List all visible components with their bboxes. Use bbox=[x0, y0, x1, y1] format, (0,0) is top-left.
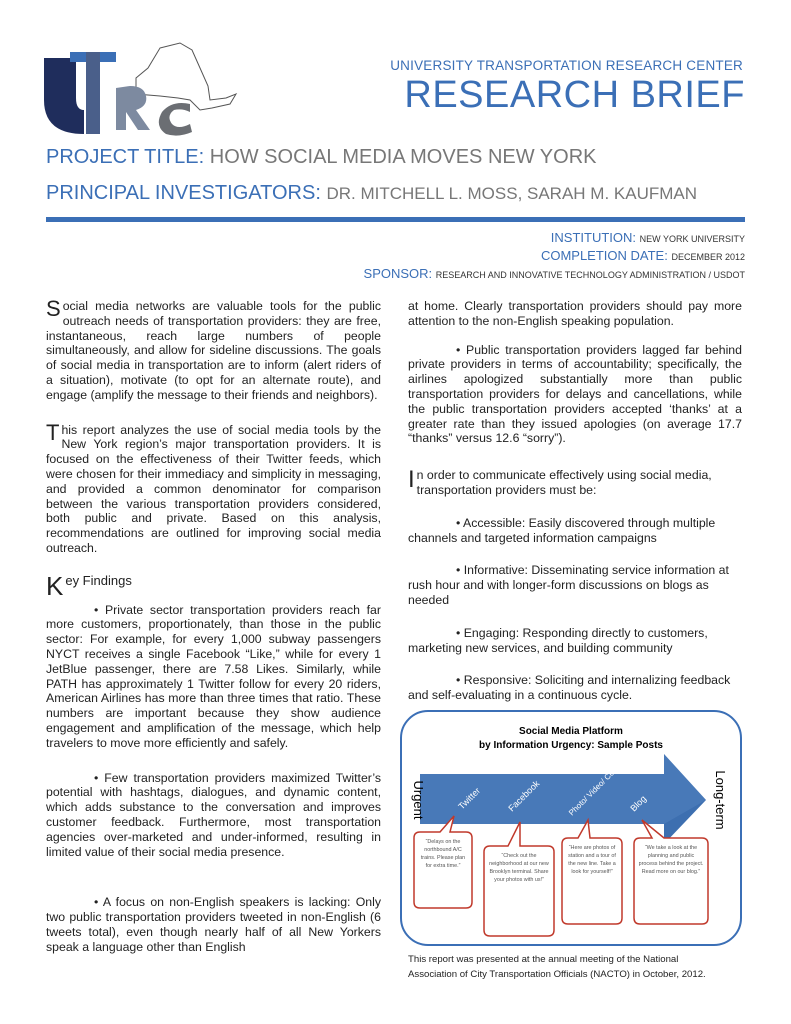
caption bbox=[408, 952, 706, 982]
sponsor bbox=[364, 266, 745, 281]
drop-cap: T bbox=[46, 419, 60, 445]
doc-type-title: RESEARCH BRIEF bbox=[404, 74, 745, 116]
utrc-logo bbox=[40, 38, 240, 138]
report-text: his report analyzes the use of social media tools by the New York region’s major transportation providers. It is focused on the effectiveness of their Twitter feeds, which were chosen for their immediacy and simplicity in messaging, and provided a common denominator for comparison between the various transportation providers considered, both public and private. Based on this analysis, recommendations are outlined for improving social media outreach. bbox=[46, 422, 381, 555]
urgent-label: Urgent bbox=[411, 780, 426, 820]
completion-date bbox=[541, 248, 745, 263]
platform-twitter: Twitter bbox=[456, 785, 483, 812]
finding-2: • Few transportation providers maximized Twitter’s potential with hashtags, dialogues, and dynamic content, which adds substance to the conversation and improves customer feedback. Furthermore, most transportation agencies over-marketed and under-informed, resulting in limited value of their social media presence. bbox=[46, 770, 381, 859]
institution bbox=[551, 230, 745, 245]
completion-value: DECEMBER 2012 bbox=[671, 252, 745, 262]
post-2-text: “Check out the neighborhood at our new Brooklyn terminal. Share your photos with us!” bbox=[489, 853, 549, 883]
post-1-text: “Delays on the northbound A/C trains. Please plan for extra time.” bbox=[420, 839, 466, 869]
key-findings-title: ey Findings bbox=[65, 572, 132, 588]
principal-investigators bbox=[46, 182, 697, 205]
platform-photo-video: Photo/ Video/ Content bbox=[567, 755, 629, 818]
post-3-text: “Here are photos of station and a tour of the new line. Take a look for yourself!” bbox=[568, 845, 616, 875]
center-name: UNIVERSITY TRANSPORTATION RESEARCH CENTER bbox=[390, 58, 743, 73]
report-paragraph bbox=[46, 419, 381, 556]
institution-label: INSTITUTION: bbox=[550, 230, 637, 245]
right-column bbox=[408, 299, 742, 703]
finding-4: • Public transportation providers lagged far behind private providers in terms of accountability; specifically, the airlines apologized substantially more than public transportation providers for delays and cancellations, while the public transportation providers accepted ‘thanks’ at a greater rate than they issued apologies (on average 17.7 “thanks” versus 12.6 “sorry”). bbox=[408, 342, 742, 446]
finding-1: • Private sector transportation providers reach far more customers, proportionately, than those in the public sector: For example, for every 1,000 subway passengers NYCT receives a single Facebook “Like,” while for every 1 JetBlue passenger, there are 7.58 Likes. Similarly, while PATH has approximately 1 Twitter follow for every 20 riders, American Airlines has more than three times that ratio. These numbers are important because they show audience engagement and amplification of the message, which help travelers to move more efficiently and safely. bbox=[46, 602, 381, 750]
pi-value: DR. MITCHELL L. MOSS, SARAH M. KAUFMAN bbox=[326, 184, 698, 203]
recommendation-informative: • Informative: Disseminating service information at rush hour and with longer-form discussions on blogs as needed bbox=[408, 563, 729, 607]
completion-label: COMPLETION DATE: bbox=[540, 248, 668, 263]
key-findings-heading bbox=[46, 570, 381, 601]
caption-line-2: Association of City Transportation Officials (NACTO) in October, 2012. bbox=[408, 969, 706, 980]
drop-cap: S bbox=[46, 296, 61, 321]
long-term-label: Long-term bbox=[713, 770, 728, 830]
drop-cap: I bbox=[408, 466, 415, 494]
platform-blog: Blog bbox=[628, 793, 649, 814]
project-title bbox=[46, 146, 596, 169]
institution-value: NEW YORK UNIVERSITY bbox=[639, 234, 745, 244]
sponsor-value: RESEARCH AND INNOVATIVE TECHNOLOGY ADMINISTRATION / USDOT bbox=[435, 270, 745, 280]
intro-paragraph bbox=[46, 296, 381, 403]
caption-line-1: This report was presented at the annual meeting of the National bbox=[408, 954, 679, 965]
recommendation-responsive: • Responsive: Soliciting and internalizing feedback and self-evaluating in a continuous cycle. bbox=[408, 673, 731, 703]
recommendations-text: n order to communicate effectively using social media, transportation providers must be: bbox=[416, 468, 712, 497]
post-4-text: “We take a look at the planning and public process behind the project. Read more on our blog.” bbox=[638, 845, 704, 875]
pi-label: PRINCIPAL INVESTIGATORS: bbox=[46, 182, 321, 204]
recommendations-intro bbox=[408, 468, 742, 498]
sponsor-label: SPONSOR: bbox=[363, 266, 433, 281]
project-title-label: PROJECT TITLE: bbox=[46, 146, 205, 168]
diagram-title-1: Social Media Platform bbox=[519, 726, 623, 737]
divider bbox=[46, 217, 745, 222]
drop-cap: K bbox=[46, 570, 64, 601]
finding-3: • A focus on non-English speakers is lacking: Only two public transportation providers tweeted in non-English (6 tweets total), even though nearly half of all New Yorkers speak a language other than English bbox=[46, 895, 381, 954]
recommendation-accessible: • Accessible: Easily discovered through multiple channels and targeted information campaigns bbox=[408, 515, 716, 545]
left-column bbox=[46, 296, 381, 954]
intro-text: ocial media networks are valuable tools for the public outreach needs of transportation providers: they are free, instantaneous, reach large numbers of people simultaneously, and allow for sideline discussions. The goals of social media in transportation are to inform (alert riders of a situation), motivate (to opt for an alternate route), and engage (amplify the message to their friends and neighbors). bbox=[46, 299, 381, 402]
social-media-diagram bbox=[400, 710, 742, 946]
recommendation-engaging: • Engaging: Responding directly to customers, marketing new services, and building community bbox=[408, 625, 708, 655]
platform-facebook: Facebook bbox=[506, 778, 542, 814]
finding-3-continued: at home. Clearly transportation providers should pay more attention to the non-English speaking population. bbox=[408, 299, 742, 328]
project-title-value: HOW SOCIAL MEDIA MOVES NEW YORK bbox=[209, 146, 597, 168]
diagram-title-2: by Information Urgency: Sample Posts bbox=[479, 740, 663, 751]
